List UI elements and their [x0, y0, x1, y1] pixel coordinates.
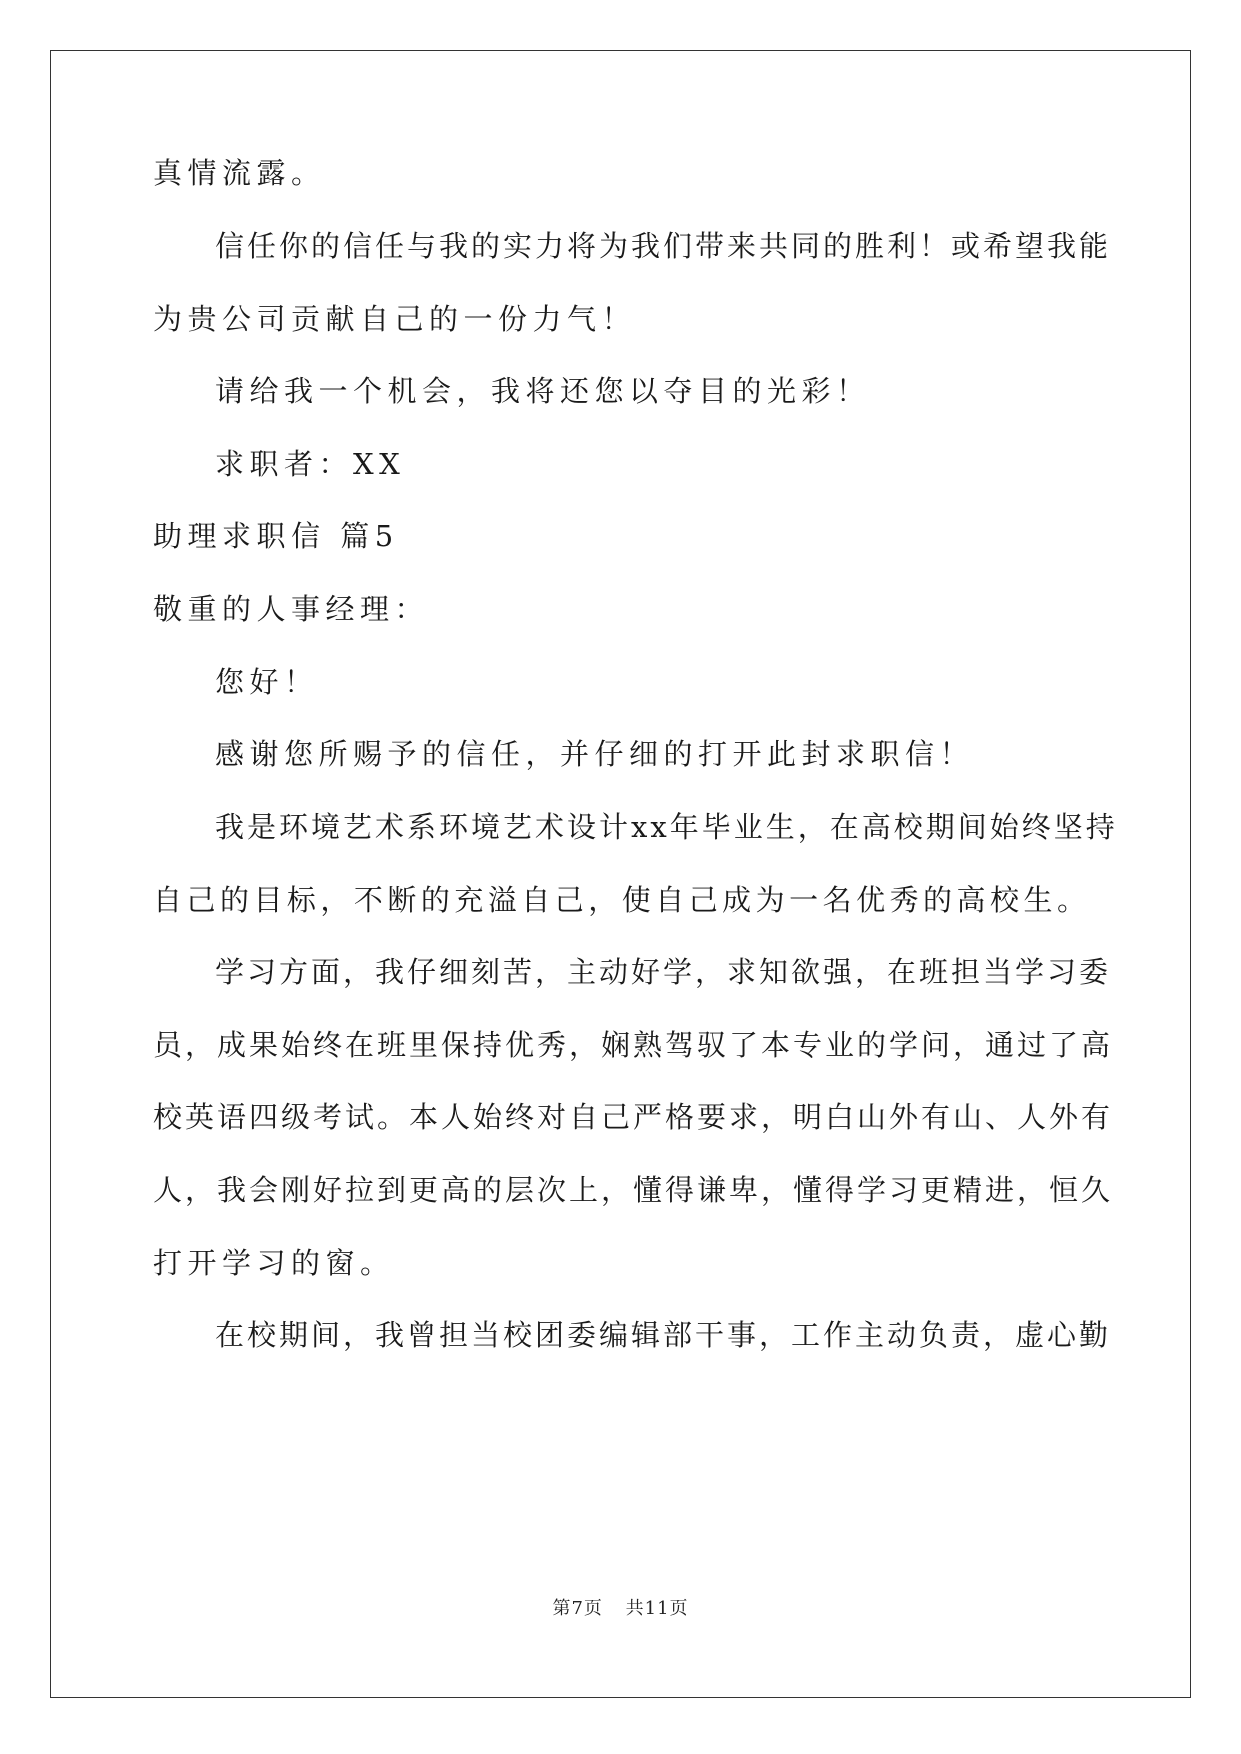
paragraph-line: 人，我会刚好拉到更高的层次上，懂得谦卑，懂得学习更精进，恒久 — [153, 1173, 1114, 1207]
paragraph-line: 学习方面，我仔细刻苦，主动好学，求知欲强，在班担当学习委 — [215, 955, 1112, 989]
paragraph-line: 感谢您所赐予的信任，并仔细的打开此封求职信！ — [215, 737, 975, 771]
section-heading: 助理求职信 篇5 — [153, 519, 399, 553]
paragraph-line: 自己的目标，不断的充溢自己，使自己成为一名优秀的高校生。 — [153, 883, 1089, 917]
greeting: 您好！ — [215, 665, 319, 699]
signature-line: 求职者：XX — [215, 447, 406, 481]
paragraph-line: 员，成果始终在班里保持优秀，娴熟驾驭了本专业的学问，通过了高 — [153, 1028, 1114, 1062]
paragraph-line: 真情流露。 — [153, 156, 326, 190]
paragraph-line: 校英语四级考试。本人始终对自己严格要求，明白山外有山、人外有 — [153, 1100, 1114, 1134]
page-footer — [0, 1594, 1241, 1620]
salutation: 敬重的人事经理： — [153, 592, 430, 626]
total-pages: 共11页 — [625, 1598, 689, 1619]
paragraph-line: 请给我一个机会，我将还您以夺目的光彩！ — [215, 374, 871, 408]
paragraph-line: 打开学习的窗。 — [153, 1246, 395, 1280]
page-number: 第7页 — [552, 1598, 603, 1619]
page-border — [50, 50, 1191, 1698]
paragraph-line: 为贵公司贡献自己的一份力气！ — [153, 302, 637, 336]
paragraph-line: 信任你的信任与我的实力将为我们带来共同的胜利！或希望我能 — [215, 229, 1112, 263]
paragraph-line: 我是环境艺术系环境艺术设计xx年毕业生，在高校期间始终坚持 — [215, 810, 1118, 844]
paragraph-line: 在校期间，我曾担当校团委编辑部干事，工作主动负责，虚心勤 — [215, 1318, 1112, 1352]
